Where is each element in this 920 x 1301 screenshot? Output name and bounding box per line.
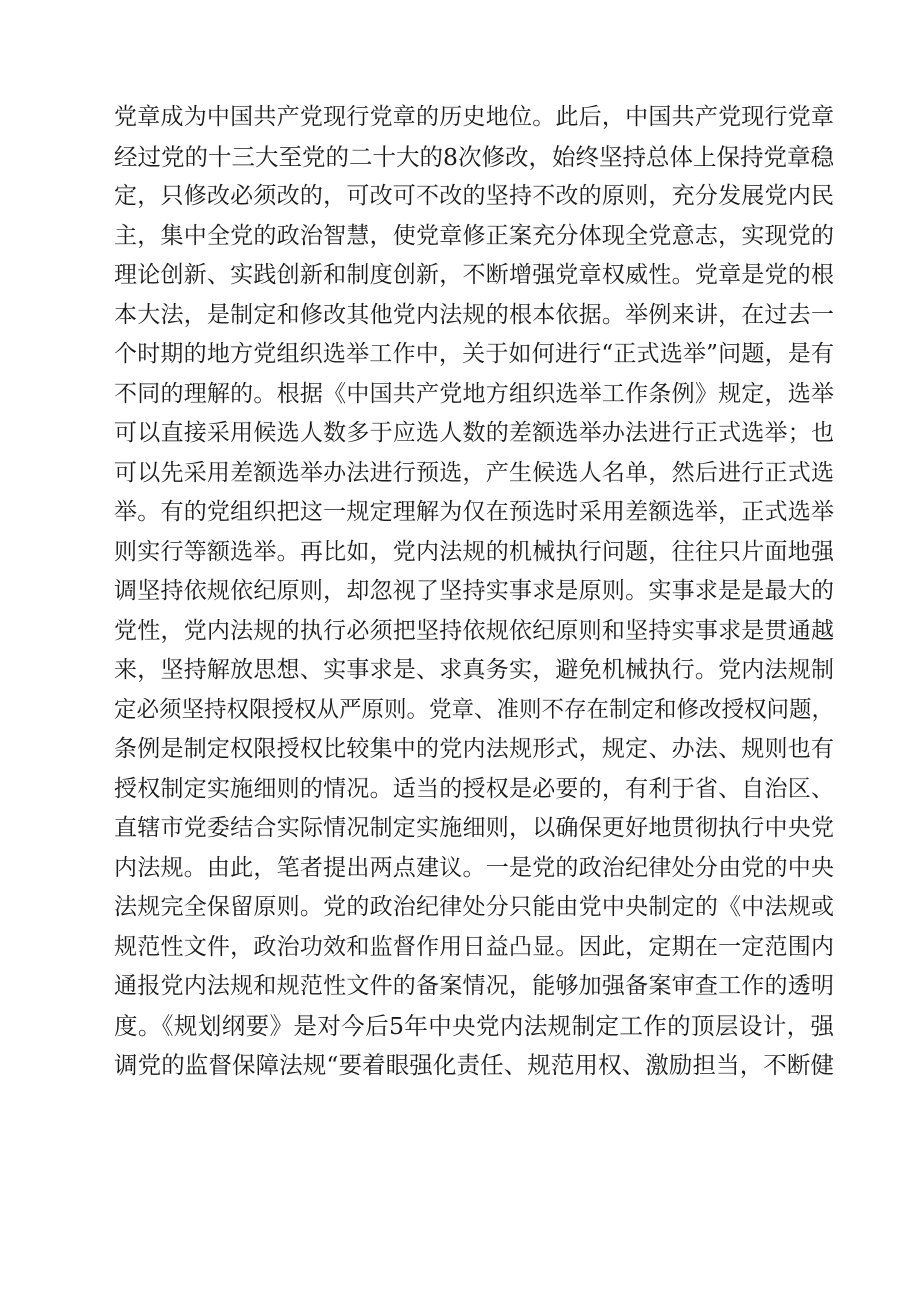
text-line: 不同的理解的。根据《中国共产党地方组织选举工作条例》规定，选举 xyxy=(114,380,834,407)
text-line: 党性，党内法规的执行必须把坚持依规依纪原则和坚持实事求是贯通越 xyxy=(114,617,834,644)
text-line: 举。有的党组织把这一规定理解为仅在预选时采用差额选举，正式选举 xyxy=(114,499,834,525)
text-line: 调坚持依规依纪原则，却忽视了坚持实事求是原则。实事求是是最大的 xyxy=(114,578,834,604)
text-line: 党章成为中国共产党现行党章的历史地位。此后，中国共产党现行党章 xyxy=(114,104,834,130)
text-line: 规范性文件，政治功效和监督作用日益凸显。因此，定期在一定范围内 xyxy=(114,933,834,960)
text-line: 可以直接采用候选人数多于应选人数的差额选举办法进行正式选举；也 xyxy=(114,420,834,446)
text-line: 本大法，是制定和修改其他党内法规的根本依据。举例来讲，在过去一 xyxy=(114,301,834,328)
text-line: 定，只修改必须改的，可改可不改的坚持不改的原则，充分发展党内民 xyxy=(114,183,834,209)
text-line: 通报党内法规和规范性文件的备案情况，能够加强备案审查工作的透明 xyxy=(114,973,834,999)
text-line: 法规完全保留原则。党的政治纪律处分只能由党中央制定的《中法规或 xyxy=(114,894,834,920)
text-line: 条例是制定权限授权比较集中的党内法规形式，规定、办法、规则也有 xyxy=(114,736,834,762)
text-line: 来，坚持解放思想、实事求是、求真务实，避免机械执行。党内法规制 xyxy=(114,657,834,683)
text-line: 经过党的十三大至党的二十大的8次修改，始终坚持总体上保持党章稳 xyxy=(114,142,834,171)
text-line: 授权制定实施细则的情况。适当的授权是必要的，有利于省、自治区、 xyxy=(114,775,834,802)
text-line: 内法规。由此，笔者提出两点建议。一是党的政治纪律处分由党的中央 xyxy=(114,854,834,881)
text-line: 主，集中全党的政治智慧，使党章修正案充分体现全党意志，实现党的 xyxy=(114,222,834,249)
text-line: 度。《规划纲要》是对今后5年中央党内法规制定工作的顶层设计，强 xyxy=(114,1011,834,1040)
text-line: 直辖市党委结合实际情况制定实施细则，以确保更好地贯彻执行中央党 xyxy=(114,815,834,841)
text-line: 可以先采用差额选举办法进行预选，产生候选人名单，然后进行正式选 xyxy=(114,459,834,486)
text-line: 调党的监督保障法规“要着眼强化责任、规范用权、激励担当，不断健 xyxy=(114,1051,834,1079)
text-line: 则实行等额选举。再比如，党内法规的机械执行问题，往往只片面地强 xyxy=(114,538,834,565)
body-text xyxy=(114,98,834,1086)
text-line: 理论创新、实践创新和制度创新，不断增强党章权威性。党章是党的根 xyxy=(114,262,834,288)
text-line: 个时期的地方党组织选举工作中，关于如何进行“正式选举”问题，是有 xyxy=(114,341,834,367)
text-line: 定必须坚持权限授权从严原则。党章、准则不存在制定和修改授权问题， xyxy=(114,696,835,723)
